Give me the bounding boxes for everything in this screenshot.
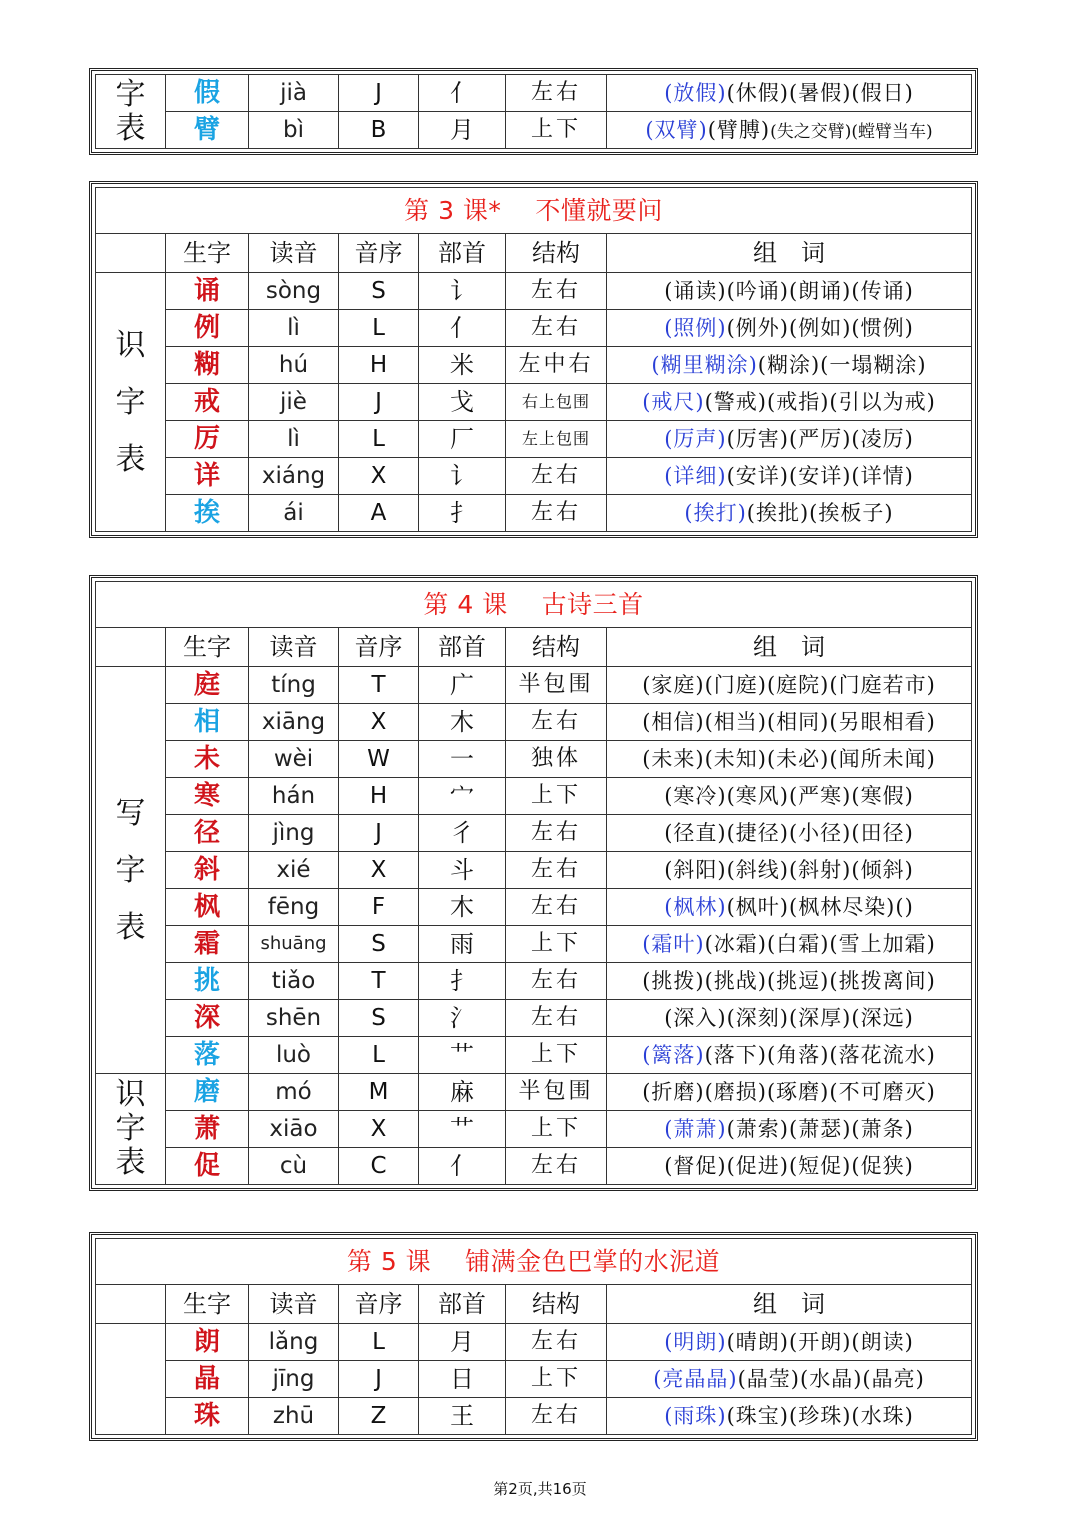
pinyin-cell: mó xyxy=(249,1074,339,1111)
char-cell: 晶 xyxy=(166,1361,249,1398)
char-cell: 戒 xyxy=(166,384,249,421)
seq-cell: J xyxy=(339,384,419,421)
word-group: (折磨)(磨损)(琢磨)(不可磨灭) xyxy=(642,1079,936,1104)
radical-cell: 月 xyxy=(419,1324,506,1361)
side-label-read xyxy=(96,273,166,532)
header-char: 生字 xyxy=(166,628,249,667)
char-cell: 朗 xyxy=(166,1324,249,1361)
word-group: (家庭)(门庭)(庭院)(门庭若市) xyxy=(642,672,936,697)
header-words: 组 词 xyxy=(607,234,972,273)
table-row xyxy=(96,963,972,1000)
side-label-char: 字 xyxy=(115,384,146,420)
structure-cell: 左右 xyxy=(506,963,607,1000)
highlighted-word: (放假) xyxy=(664,80,727,105)
char-cell: 枫 xyxy=(166,889,249,926)
highlighted-word: (雨珠) xyxy=(664,1403,727,1428)
seq-cell: L xyxy=(339,1037,419,1074)
header-words: 组 词 xyxy=(607,1285,972,1324)
header-seq: 音序 xyxy=(339,234,419,273)
words-cell xyxy=(607,889,972,926)
table-row xyxy=(96,741,972,778)
table-row xyxy=(96,1074,972,1111)
structure-cell: 上下 xyxy=(506,926,607,963)
table-lesson-5 xyxy=(89,1232,978,1441)
structure-cell: 左上包围 xyxy=(506,421,607,458)
pinyin-cell: xié xyxy=(249,852,339,889)
pinyin-cell: ái xyxy=(249,495,339,532)
highlighted-word: (明朗) xyxy=(664,1329,727,1354)
char-cell: 寒 xyxy=(166,778,249,815)
words-cell xyxy=(607,667,972,704)
pinyin-cell: fēng xyxy=(249,889,339,926)
table-row xyxy=(96,310,972,347)
side-label-read xyxy=(96,1074,166,1185)
highlighted-word: (霜叶) xyxy=(642,931,705,956)
word-group: (休假)(暑假)(假日) xyxy=(726,80,914,105)
structure-cell: 半包围 xyxy=(506,1074,607,1111)
structure-cell: 左右 xyxy=(506,1000,607,1037)
radical-cell: 扌 xyxy=(419,963,506,1000)
table-row xyxy=(96,421,972,458)
structure-cell: 独体 xyxy=(506,741,607,778)
radical-cell: 木 xyxy=(419,704,506,741)
word-group: (深入)(深刻)(深厚)(深远) xyxy=(664,1005,914,1030)
word-group: (糊涂)(一塌糊涂) xyxy=(757,352,927,377)
lesson-title: 第 4 课 古诗三首 xyxy=(96,582,972,628)
table-row xyxy=(96,1037,972,1074)
char-cell: 臂 xyxy=(166,112,249,149)
structure-cell: 左右 xyxy=(506,1148,607,1185)
char-cell: 珠 xyxy=(166,1398,249,1435)
header-char: 生字 xyxy=(166,1285,249,1324)
words-cell xyxy=(607,1000,972,1037)
header-radical: 部首 xyxy=(419,234,506,273)
char-cell: 促 xyxy=(166,1148,249,1185)
structure-cell: 上下 xyxy=(506,778,607,815)
radical-cell: 讠 xyxy=(419,458,506,495)
char-cell: 萧 xyxy=(166,1111,249,1148)
radical-cell: 艹 xyxy=(419,1037,506,1074)
table-top-partial xyxy=(89,68,978,155)
structure-cell: 上下 xyxy=(506,1111,607,1148)
pinyin-cell: tiǎo xyxy=(249,963,339,1000)
header-row xyxy=(96,1285,972,1324)
word-group: (晴朗)(开朗)(朗读) xyxy=(726,1329,914,1354)
seq-cell: S xyxy=(339,926,419,963)
words-cell xyxy=(607,75,972,112)
table-row xyxy=(96,495,972,532)
word-group: (径直)(捷径)(小径)(田径) xyxy=(664,820,914,845)
char-cell: 糊 xyxy=(166,347,249,384)
char-cell: 落 xyxy=(166,1037,249,1074)
char-cell: 挨 xyxy=(166,495,249,532)
word-group: (失之交臂)(螳臂当车) xyxy=(770,121,933,142)
pinyin-cell: xiāng xyxy=(249,704,339,741)
table-row xyxy=(96,926,972,963)
header-radical: 部首 xyxy=(419,628,506,667)
word-group: (未来)(未知)(未必)(闻所未闻) xyxy=(642,746,936,771)
pinyin-cell: jià xyxy=(249,75,339,112)
structure-cell: 右上包围 xyxy=(506,384,607,421)
pinyin-cell: hú xyxy=(249,347,339,384)
seq-cell: M xyxy=(339,1074,419,1111)
table-row xyxy=(96,889,972,926)
words-cell xyxy=(607,815,972,852)
header-pinyin: 读音 xyxy=(249,628,339,667)
radical-cell: 氵 xyxy=(419,1000,506,1037)
seq-cell: S xyxy=(339,1000,419,1037)
pinyin-cell: lì xyxy=(249,310,339,347)
pinyin-cell: sòng xyxy=(249,273,339,310)
radical-cell: 亻 xyxy=(419,310,506,347)
seq-cell: S xyxy=(339,273,419,310)
char-cell: 磨 xyxy=(166,1074,249,1111)
seq-cell: L xyxy=(339,421,419,458)
radical-cell: 亻 xyxy=(419,1148,506,1185)
word-group: (安详)(安详)(详情) xyxy=(726,463,914,488)
table-row xyxy=(96,667,972,704)
header-row xyxy=(96,234,972,273)
radical-cell: 厂 xyxy=(419,421,506,458)
vocab-table xyxy=(95,74,972,149)
table-row xyxy=(96,1398,972,1435)
header-seq: 音序 xyxy=(339,628,419,667)
words-cell xyxy=(607,310,972,347)
structure-cell: 左右 xyxy=(506,1324,607,1361)
radical-cell: 月 xyxy=(419,112,506,149)
pinyin-cell: wèi xyxy=(249,741,339,778)
structure-cell: 左右 xyxy=(506,889,607,926)
words-cell xyxy=(607,384,972,421)
highlighted-word: (萧萧) xyxy=(664,1116,727,1141)
table-row xyxy=(96,852,972,889)
structure-cell: 半包围 xyxy=(506,667,607,704)
structure-cell: 上下 xyxy=(506,1361,607,1398)
highlighted-word: (枫林) xyxy=(664,894,727,919)
table-row xyxy=(96,458,972,495)
words-cell xyxy=(607,704,972,741)
page-footer: 第2页,共16页 xyxy=(493,1480,587,1498)
pinyin-cell: zhū xyxy=(249,1398,339,1435)
highlighted-word: (详细) xyxy=(664,463,727,488)
char-cell: 挑 xyxy=(166,963,249,1000)
structure-cell: 左右 xyxy=(506,75,607,112)
word-group: (寒冷)(寒风)(严寒)(寒假) xyxy=(664,783,914,808)
seq-cell: Z xyxy=(339,1398,419,1435)
seq-cell: X xyxy=(339,852,419,889)
vocab-table xyxy=(95,581,972,1185)
words-cell xyxy=(607,421,972,458)
words-cell xyxy=(607,926,972,963)
radical-cell: 艹 xyxy=(419,1111,506,1148)
radical-cell: 日 xyxy=(419,1361,506,1398)
word-group: (厉害)(严厉)(凌厉) xyxy=(726,426,914,451)
word-group: (例外)(例如)(惯例) xyxy=(726,315,914,340)
header-structure: 结构 xyxy=(506,234,607,273)
header-blank xyxy=(96,628,166,667)
table-row xyxy=(96,815,972,852)
word-group: (斜阳)(斜线)(斜射)(倾斜) xyxy=(664,857,914,882)
highlighted-word: (糊里糊涂) xyxy=(651,352,758,377)
word-group: (挨批)(挨板子) xyxy=(746,500,894,525)
char-cell: 相 xyxy=(166,704,249,741)
header-char: 生字 xyxy=(166,234,249,273)
structure-cell: 左右 xyxy=(506,815,607,852)
seq-cell: L xyxy=(339,1324,419,1361)
highlighted-word: (照例) xyxy=(664,315,727,340)
side-label-read xyxy=(96,75,166,149)
side-label-write xyxy=(96,667,166,1074)
pinyin-cell: cù xyxy=(249,1148,339,1185)
structure-cell: 左右 xyxy=(506,704,607,741)
words-cell xyxy=(607,1111,972,1148)
radical-cell: 麻 xyxy=(419,1074,506,1111)
table-row xyxy=(96,384,972,421)
radical-cell: 广 xyxy=(419,667,506,704)
table-row xyxy=(96,1000,972,1037)
seq-cell: F xyxy=(339,889,419,926)
pinyin-cell: bì xyxy=(249,112,339,149)
seq-cell: X xyxy=(339,458,419,495)
lesson-title: 第 5 课 铺满金色巴掌的水泥道 xyxy=(96,1239,972,1285)
highlighted-word: (厉声) xyxy=(664,426,727,451)
vocab-table xyxy=(95,187,972,532)
header-row xyxy=(96,628,972,667)
radical-cell: 扌 xyxy=(419,495,506,532)
pinyin-cell: xiáng xyxy=(249,458,339,495)
table-row xyxy=(96,778,972,815)
seq-cell: J xyxy=(339,1361,419,1398)
char-cell: 斜 xyxy=(166,852,249,889)
words-cell xyxy=(607,458,972,495)
word-group: (枫叶)(枫林尽染)() xyxy=(726,894,914,919)
radical-cell: 戈 xyxy=(419,384,506,421)
header-structure: 结构 xyxy=(506,628,607,667)
radical-cell: 米 xyxy=(419,347,506,384)
side-label-char: 表 xyxy=(115,1144,146,1180)
side-label-char: 表 xyxy=(115,909,146,945)
seq-cell: L xyxy=(339,310,419,347)
header-radical: 部首 xyxy=(419,1285,506,1324)
char-cell: 霜 xyxy=(166,926,249,963)
structure-cell: 左右 xyxy=(506,310,607,347)
seq-cell: J xyxy=(339,75,419,112)
side-label-char: 表 xyxy=(115,441,146,477)
words-cell xyxy=(607,1324,972,1361)
pinyin-cell: tíng xyxy=(249,667,339,704)
radical-cell: 木 xyxy=(419,889,506,926)
pinyin-cell: jīng xyxy=(249,1361,339,1398)
words-cell xyxy=(607,741,972,778)
header-seq: 音序 xyxy=(339,1285,419,1324)
pinyin-cell: shuāng xyxy=(249,926,339,963)
words-cell xyxy=(607,1398,972,1435)
seq-cell: B xyxy=(339,112,419,149)
seq-cell: H xyxy=(339,347,419,384)
radical-cell: 宀 xyxy=(419,778,506,815)
side-label-char: 识 xyxy=(115,327,146,363)
table-row xyxy=(96,1148,972,1185)
seq-cell: C xyxy=(339,1148,419,1185)
seq-cell: X xyxy=(339,1111,419,1148)
words-cell xyxy=(607,1074,972,1111)
char-cell: 诵 xyxy=(166,273,249,310)
table-lesson-3 xyxy=(89,181,978,538)
radical-cell: 王 xyxy=(419,1398,506,1435)
char-cell: 厉 xyxy=(166,421,249,458)
pinyin-cell: lǎng xyxy=(249,1324,339,1361)
header-blank xyxy=(96,234,166,273)
word-group: (挑拨)(挑战)(挑逗)(挑拨离间) xyxy=(642,968,936,993)
char-cell: 径 xyxy=(166,815,249,852)
side-label-blank xyxy=(96,1324,166,1435)
pinyin-cell: jìng xyxy=(249,815,339,852)
structure-cell: 左右 xyxy=(506,495,607,532)
word-group: (相信)(相当)(相同)(另眼相看) xyxy=(642,709,936,734)
radical-cell: 一 xyxy=(419,741,506,778)
highlighted-word: (挨打) xyxy=(684,500,747,525)
vocab-table xyxy=(95,1238,972,1435)
seq-cell: H xyxy=(339,778,419,815)
char-cell: 庭 xyxy=(166,667,249,704)
word-group: (臂膊) xyxy=(707,117,771,142)
side-label-char: 字 xyxy=(115,76,146,112)
structure-cell: 左右 xyxy=(506,852,607,889)
table-row xyxy=(96,1361,972,1398)
side-label-char: 写 xyxy=(115,795,146,831)
seq-cell: T xyxy=(339,667,419,704)
word-group: (落下)(角落)(落花流水) xyxy=(704,1042,936,1067)
structure-cell: 上下 xyxy=(506,1037,607,1074)
word-group: (萧索)(萧瑟)(萧条) xyxy=(726,1116,914,1141)
char-cell: 例 xyxy=(166,310,249,347)
words-cell xyxy=(607,963,972,1000)
pinyin-cell: xiāo xyxy=(249,1111,339,1148)
highlighted-word: (戒尺) xyxy=(642,389,705,414)
seq-cell: J xyxy=(339,815,419,852)
side-label-char: 字 xyxy=(115,1111,146,1147)
header-words: 组 词 xyxy=(607,628,972,667)
words-cell xyxy=(607,778,972,815)
side-label-char: 表 xyxy=(115,110,146,146)
structure-cell: 左中右 xyxy=(506,347,607,384)
pinyin-cell: luò xyxy=(249,1037,339,1074)
header-pinyin: 读音 xyxy=(249,234,339,273)
table-row xyxy=(96,273,972,310)
word-group: (警戒)(戒指)(引以为戒) xyxy=(704,389,936,414)
seq-cell: W xyxy=(339,741,419,778)
char-cell: 假 xyxy=(166,75,249,112)
seq-cell: X xyxy=(339,704,419,741)
radical-cell: 雨 xyxy=(419,926,506,963)
header-blank xyxy=(96,1285,166,1324)
table-row xyxy=(96,347,972,384)
header-pinyin: 读音 xyxy=(249,1285,339,1324)
radical-cell: 亻 xyxy=(419,75,506,112)
word-group: (督促)(促进)(短促)(促狭) xyxy=(664,1153,914,1178)
radical-cell: 彳 xyxy=(419,815,506,852)
words-cell xyxy=(607,1148,972,1185)
table-row xyxy=(96,1324,972,1361)
structure-cell: 左右 xyxy=(506,1398,607,1435)
char-cell: 深 xyxy=(166,1000,249,1037)
structure-cell: 上下 xyxy=(506,112,607,149)
seq-cell: T xyxy=(339,963,419,1000)
table-row xyxy=(96,75,972,112)
side-label-char: 识 xyxy=(115,1077,146,1113)
pinyin-cell: lì xyxy=(249,421,339,458)
side-label-char: 字 xyxy=(115,852,146,888)
highlighted-word: (亮晶晶) xyxy=(653,1366,738,1391)
header-structure: 结构 xyxy=(506,1285,607,1324)
word-group: (诵读)(吟诵)(朗诵)(传诵) xyxy=(664,278,914,303)
words-cell xyxy=(607,112,972,149)
words-cell xyxy=(607,495,972,532)
words-cell xyxy=(607,1361,972,1398)
char-cell: 未 xyxy=(166,741,249,778)
seq-cell: A xyxy=(339,495,419,532)
words-cell xyxy=(607,1037,972,1074)
radical-cell: 斗 xyxy=(419,852,506,889)
pinyin-cell: jiè xyxy=(249,384,339,421)
structure-cell: 左右 xyxy=(506,273,607,310)
char-cell: 详 xyxy=(166,458,249,495)
word-group: (晶莹)(水晶)(晶亮) xyxy=(737,1366,925,1391)
words-cell xyxy=(607,852,972,889)
table-lesson-4 xyxy=(89,575,978,1191)
word-group: (珠宝)(珍珠)(水珠) xyxy=(726,1403,914,1428)
table-row xyxy=(96,704,972,741)
table-row xyxy=(96,1111,972,1148)
words-cell xyxy=(607,347,972,384)
word-group: (冰霜)(白霜)(雪上加霜) xyxy=(704,931,936,956)
highlighted-word: (篱落) xyxy=(642,1042,705,1067)
lesson-title: 第 3 课* 不懂就要问 xyxy=(96,188,972,234)
pinyin-cell: hán xyxy=(249,778,339,815)
highlighted-word: (双臂) xyxy=(645,117,708,142)
radical-cell: 讠 xyxy=(419,273,506,310)
table-row xyxy=(96,112,972,149)
words-cell xyxy=(607,273,972,310)
structure-cell: 左右 xyxy=(506,458,607,495)
pinyin-cell: shēn xyxy=(249,1000,339,1037)
